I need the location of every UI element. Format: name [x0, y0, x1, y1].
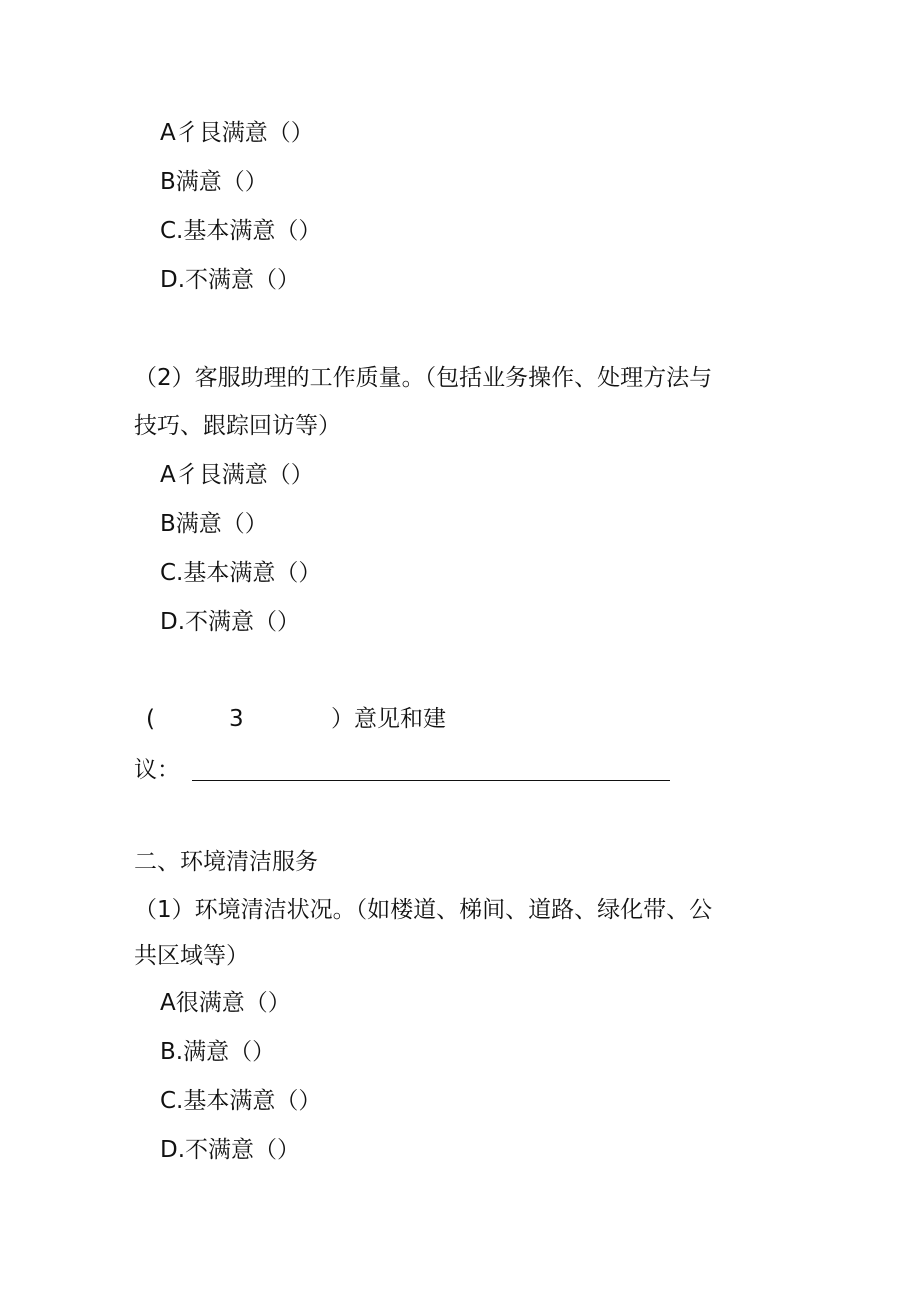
q1-option-d: D.不满意（） [160, 267, 301, 293]
q3-paren-open: ( [146, 706, 155, 732]
q3-label-line2: 议： [134, 757, 180, 783]
q2-text-line2: 技巧、跟踪回访等） [134, 413, 341, 439]
q2-option-d: D.不满意（） [160, 609, 301, 635]
q1-option-b: B满意（） [160, 169, 268, 195]
q3-number: 3 [229, 706, 244, 732]
s2-q1-option-d: D.不满意（） [160, 1137, 301, 1163]
q2-option-c: C.基本满意（） [160, 560, 322, 586]
q1-option-a: A彳艮满意（） [160, 120, 314, 146]
q2-option-a: A彳艮满意（） [160, 462, 314, 488]
s2-q1-option-a: A很满意（） [160, 990, 291, 1016]
q2-option-b: B满意（） [160, 511, 268, 537]
s2-q1-option-b: B.满意（） [160, 1039, 276, 1065]
q2-text-line1: （2）客服助理的工作质量。（包括业务操作、处理方法与 [134, 365, 713, 391]
section2-title: 二、环境清洁服务 [134, 849, 318, 875]
q3-label: ）意见和建 [331, 706, 446, 732]
q1-option-c: C.基本满意（） [160, 218, 322, 244]
answer-blank-line[interactable] [192, 780, 670, 781]
s2-q1-option-c: C.基本满意（） [160, 1088, 322, 1114]
s2-q1-text-line1: （1）环境清洁状况。（如楼道、梯间、道路、绿化带、公 [134, 897, 713, 923]
s2-q1-text-line2: 共区域等） [134, 943, 249, 969]
